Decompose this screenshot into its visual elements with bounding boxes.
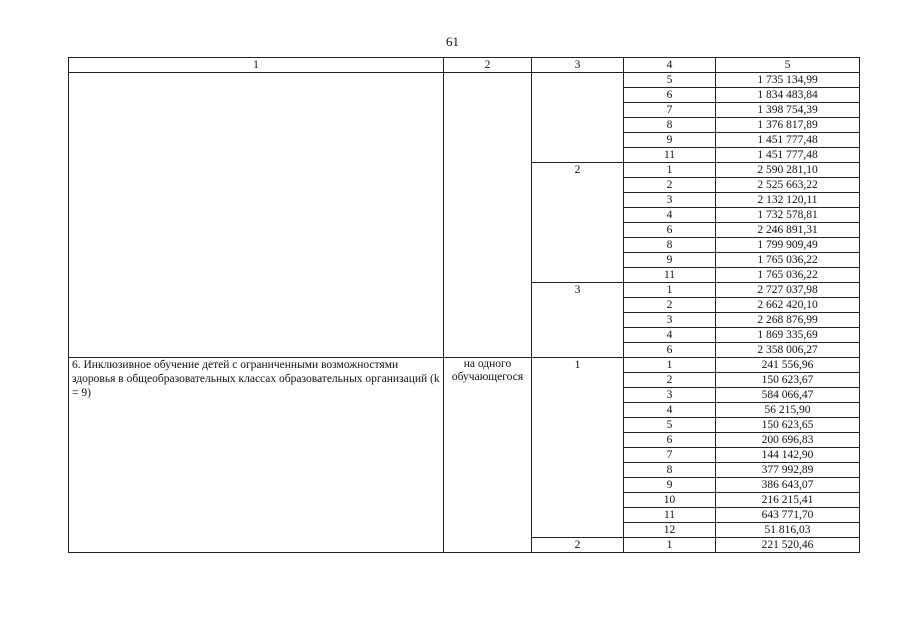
value-cell: 1 799 909,49 (716, 238, 860, 253)
col4-cell: 6 (624, 433, 716, 448)
table-body (69, 58, 860, 553)
col4-cell: 2 (624, 298, 716, 313)
value-cell: 1 765 036,22 (716, 253, 860, 268)
col4-cell: 8 (624, 463, 716, 478)
value-cell: 1 376 817,89 (716, 118, 860, 133)
header-col-3: 3 (532, 58, 624, 73)
col4-cell: 3 (624, 193, 716, 208)
col4-cell: 7 (624, 448, 716, 463)
col4-cell: 7 (624, 103, 716, 118)
value-cell: 584 066,47 (716, 388, 860, 403)
unit-cell (444, 73, 532, 358)
col4-cell: 11 (624, 508, 716, 523)
col4-cell: 1 (624, 538, 716, 553)
header-col-4: 4 (624, 58, 716, 73)
col4-cell: 11 (624, 268, 716, 283)
col4-cell: 5 (624, 418, 716, 433)
value-cell: 1 834 483,84 (716, 88, 860, 103)
group-cell (532, 73, 624, 163)
header-col-5: 5 (716, 58, 860, 73)
value-cell: 51 816,03 (716, 523, 860, 538)
value-cell: 1 398 754,39 (716, 103, 860, 118)
col4-cell: 4 (624, 328, 716, 343)
value-cell: 1 869 335,69 (716, 328, 860, 343)
value-cell: 2 590 281,10 (716, 163, 860, 178)
value-cell: 1 732 578,81 (716, 208, 860, 223)
col4-cell: 10 (624, 493, 716, 508)
value-cell: 2 358 006,27 (716, 343, 860, 358)
value-cell: 2 662 420,10 (716, 298, 860, 313)
col4-cell: 9 (624, 133, 716, 148)
col4-cell: 6 (624, 343, 716, 358)
col4-cell: 2 (624, 178, 716, 193)
value-cell: 150 623,65 (716, 418, 860, 433)
header-row (69, 58, 860, 73)
col4-cell: 3 (624, 388, 716, 403)
col4-cell: 6 (624, 223, 716, 238)
value-cell: 241 556,96 (716, 358, 860, 373)
col4-cell: 4 (624, 403, 716, 418)
col4-cell: 9 (624, 253, 716, 268)
value-cell: 56 215,90 (716, 403, 860, 418)
value-cell: 2 727 037,98 (716, 283, 860, 298)
header-col-2: 2 (444, 58, 532, 73)
value-cell: 2 268 876,99 (716, 313, 860, 328)
col4-cell: 11 (624, 148, 716, 163)
value-cell: 377 992,89 (716, 463, 860, 478)
value-cell: 2 132 120,11 (716, 193, 860, 208)
description-cell (69, 73, 444, 358)
value-cell: 1 765 036,22 (716, 268, 860, 283)
col4-cell: 8 (624, 238, 716, 253)
value-cell: 386 643,07 (716, 478, 860, 493)
value-cell: 2 525 663,22 (716, 178, 860, 193)
table-row (69, 358, 860, 373)
col4-cell: 12 (624, 523, 716, 538)
col4-cell: 9 (624, 478, 716, 493)
value-cell: 144 142,90 (716, 448, 860, 463)
col4-cell: 1 (624, 358, 716, 373)
col4-cell: 1 (624, 163, 716, 178)
description-cell: 6. Инклюзивное обучение детей с ограниченными возможностями здоровья в общеобразовательных классах образовательных организаций (k = 9) (69, 358, 444, 553)
value-cell: 1 451 777,48 (716, 148, 860, 163)
col4-cell: 5 (624, 73, 716, 88)
value-cell: 221 520,46 (716, 538, 860, 553)
col4-cell: 2 (624, 373, 716, 388)
group-cell: 3 (532, 283, 624, 358)
value-cell: 1 735 134,99 (716, 73, 860, 88)
col4-cell: 6 (624, 88, 716, 103)
value-cell: 200 696,83 (716, 433, 860, 448)
col4-cell: 4 (624, 208, 716, 223)
value-cell: 2 246 891,31 (716, 223, 860, 238)
data-table (68, 57, 860, 553)
unit-cell: на одного обучающегося (444, 358, 532, 553)
group-cell: 1 (532, 358, 624, 538)
col4-cell: 8 (624, 118, 716, 133)
value-cell: 1 451 777,48 (716, 133, 860, 148)
value-cell: 643 771,70 (716, 508, 860, 523)
value-cell: 216 215,41 (716, 493, 860, 508)
col4-cell: 3 (624, 313, 716, 328)
page-number: 61 (446, 34, 459, 49)
col4-cell: 1 (624, 283, 716, 298)
value-cell: 150 623,67 (716, 373, 860, 388)
group-cell: 2 (532, 163, 624, 283)
group-cell: 2 (532, 538, 624, 553)
table-row (69, 73, 860, 88)
header-col-1: 1 (69, 58, 444, 73)
